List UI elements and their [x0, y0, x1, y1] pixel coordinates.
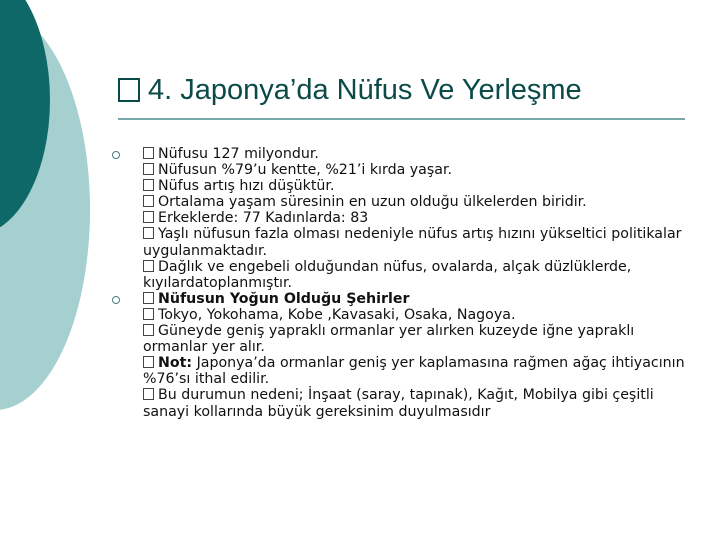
text-line: Ortalama yaşam süresinin en uzun olduğu ülkelerden biridir.	[143, 194, 702, 210]
missing-glyph-icon	[143, 179, 154, 191]
text-line: Bu durumun nedeni; İnşaat (saray, tapınak), Kağıt, Mobilya gibi çeşitli sanayi kollarında büyük gereksinim duyulmasıdır	[143, 387, 654, 420]
missing-glyph-icon	[143, 356, 154, 368]
text-line: Not: Japonya’da ormanlar geniş yer kaplamasına rağmen ağaç ihtiyacının %76’sı ithal edilir.	[143, 355, 685, 388]
text-line: Nüfusun %79’u kentte, %21’i kırda yaşar.	[143, 162, 702, 178]
bullet-ring-icon	[112, 296, 120, 304]
text-line: Güneyde geniş yapraklı ormanlar yer alırken kuzeyde iğne yapraklı ormanlar yer alır.	[143, 323, 635, 356]
section-heading: Nüfusun Yoğun Olduğu Şehirler	[143, 291, 702, 307]
text-line: Tokyo, Yokohama, Kobe ,Kavasaki, Osaka, Nagoya.	[143, 307, 702, 323]
missing-glyph-icon	[143, 195, 154, 207]
missing-glyph-icon	[143, 227, 154, 239]
title-divider	[118, 118, 685, 120]
missing-glyph-icon	[118, 78, 140, 102]
text-line: Erkeklerde: 77 Kadınlarda: 83	[143, 210, 702, 226]
missing-glyph-icon	[143, 163, 154, 175]
text-line: Nüfus artış hızı düşüktür.	[143, 178, 702, 194]
slide-title-text: 4. Japonya’da Nüfus Ve Yerleşme	[148, 74, 582, 106]
text-line: Yaşlı nüfusun fazla olması nedeniyle nüfus artış hızını yükseltici politikalar uygulanmaktadır.	[143, 226, 682, 259]
missing-glyph-icon	[143, 292, 154, 304]
missing-glyph-icon	[143, 147, 154, 159]
missing-glyph-icon	[143, 211, 154, 223]
slide-body	[112, 146, 702, 420]
missing-glyph-icon	[143, 388, 154, 400]
missing-glyph-icon	[143, 324, 154, 336]
bullet-ring-icon	[112, 151, 120, 159]
text-line: Dağlık ve engebeli olduğundan nüfus, ovalarda, alçak düzlüklerde, kıyılardatoplanmıştır.	[143, 258, 632, 291]
bullet-population	[112, 146, 702, 291]
slide-title	[118, 74, 582, 107]
bullet-cities	[112, 291, 702, 420]
missing-glyph-icon	[143, 260, 154, 272]
missing-glyph-icon	[143, 308, 154, 320]
text-line: Nüfusu 127 milyondur.	[143, 146, 702, 162]
